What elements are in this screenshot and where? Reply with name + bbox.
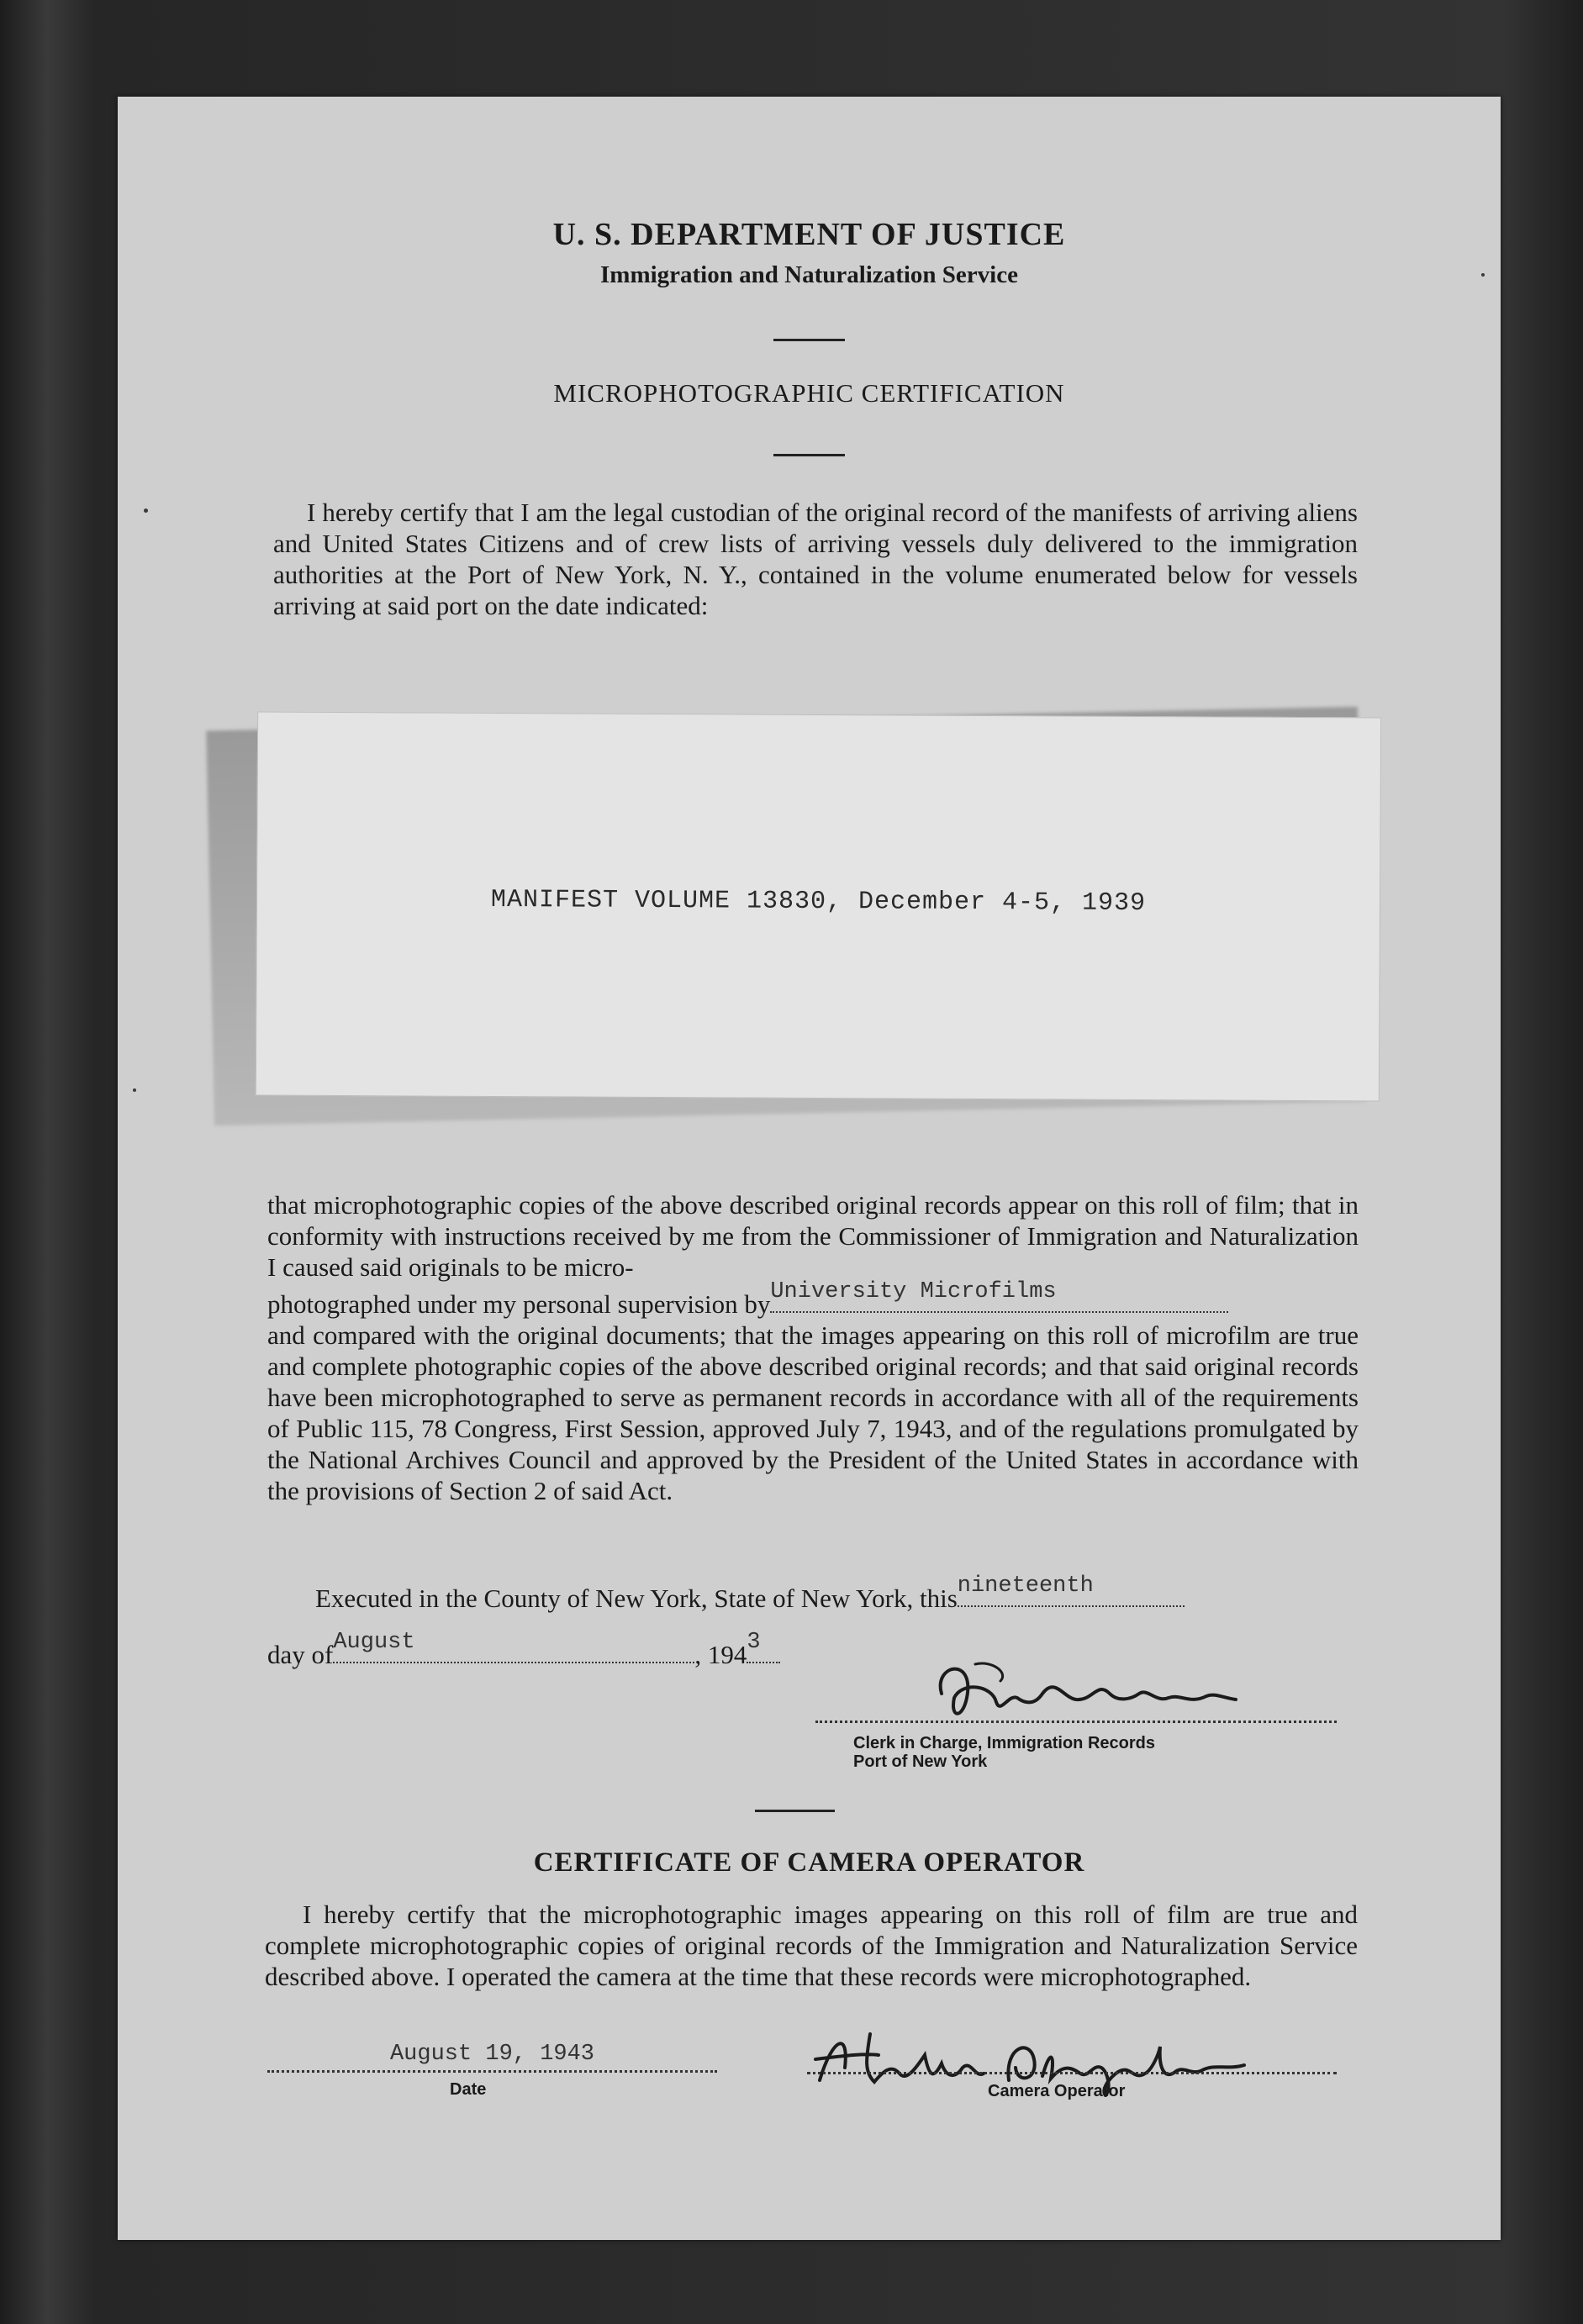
body-text-part1: that microphotographic copies of the above described original records appear on this roll of film; that in conformity with instructions received by me from the Commissioner of Immigration and Naturalization I caused said originals to be micro- bbox=[267, 1190, 1359, 1282]
execution-month-field bbox=[333, 1630, 694, 1663]
execution-month-value: August bbox=[333, 1630, 415, 1655]
execution-day-value: nineteenth bbox=[957, 1573, 1094, 1599]
certification-title: MICROPHOTOGRAPHIC CERTIFICATION bbox=[553, 378, 1065, 408]
divider bbox=[773, 454, 845, 456]
camera-operator-title: CERTIFICATE OF CAMERA OPERATOR bbox=[533, 1847, 1085, 1878]
execution-day-field bbox=[957, 1573, 1185, 1607]
clerk-title-line1: Clerk in Charge, Immigration Records bbox=[853, 1734, 1155, 1752]
operator-label: Camera Operator bbox=[988, 2082, 1126, 2100]
body-text-part3: and compared with the original documents; that the images appearing on this roll of microfilm are true and complete photographic copies of the above described original records; and that said original records have been microphotographed to serve as permanent records in accordance with all of the requirements of Public 115, 78 Congress, First Session, approved July 7, 1943, and of the regulations promulgated by the National Archives Council and approved by the President of the United States in accordance with the provisions of Section 2 of said Act. bbox=[267, 1320, 1359, 1505]
certificate-document bbox=[118, 97, 1501, 2240]
camera-operator-paragraph: I hereby certify that the microphotographic images appearing on this roll of film are true and complete microphotographic copies of original records of the Immigration and Naturalization Service described above. I operated the camera at the time that these records were microphotographed. bbox=[265, 1900, 1358, 1991]
day-of-label: day of bbox=[267, 1640, 334, 1669]
microfilm-company-value: University Microfilms bbox=[770, 1279, 1057, 1304]
execution-date-line bbox=[267, 1630, 856, 1670]
execution-year-prefix: , 194 bbox=[694, 1640, 747, 1669]
divider bbox=[773, 339, 845, 341]
department-heading: U. S. DEPARTMENT OF JUSTICE bbox=[552, 217, 1066, 252]
clerk-title-line2: Port of New York bbox=[853, 1752, 988, 1771]
speck bbox=[133, 1088, 136, 1092]
body-paragraph bbox=[267, 1189, 1359, 1506]
operator-date-field bbox=[267, 2037, 717, 2073]
speck bbox=[144, 509, 148, 513]
execution-year-field bbox=[747, 1630, 780, 1663]
supervision-lead: photographed under my personal supervision by bbox=[267, 1289, 771, 1319]
execution-line bbox=[315, 1573, 1358, 1614]
volume-slip-text: MANIFEST VOLUME 13830, December 4-5, 1939 bbox=[490, 885, 1147, 919]
service-subheading: Immigration and Naturalization Service bbox=[600, 261, 1018, 288]
operator-date-label: Date bbox=[450, 2080, 487, 2099]
microfilm-company-field bbox=[770, 1279, 1228, 1313]
divider bbox=[755, 1810, 835, 1812]
clerk-signature bbox=[916, 1647, 1253, 1740]
clerk-signature-line bbox=[815, 1721, 1337, 1723]
supervision-line bbox=[267, 1279, 1359, 1320]
intro-paragraph: I hereby certify that I am the legal custodian of the original record of the manifests of arriving aliens and United States Citizens and of crew lists of arriving vessels duly delivered to the immigration authorities at the Port of New York, N. Y., contained in the volume enumerated below for vessels arriving at said port on the date indicated: bbox=[273, 498, 1358, 620]
volume-slip bbox=[256, 712, 1381, 1102]
clerk-title bbox=[853, 1734, 1155, 1771]
operator-date-value: August 19, 1943 bbox=[389, 2042, 595, 2067]
operator-signature-line bbox=[807, 2072, 1337, 2074]
speck bbox=[1481, 273, 1485, 277]
execution-year-digit: 3 bbox=[747, 1630, 761, 1655]
execution-lead: Executed in the County of New York, State of New York, this bbox=[315, 1584, 958, 1613]
